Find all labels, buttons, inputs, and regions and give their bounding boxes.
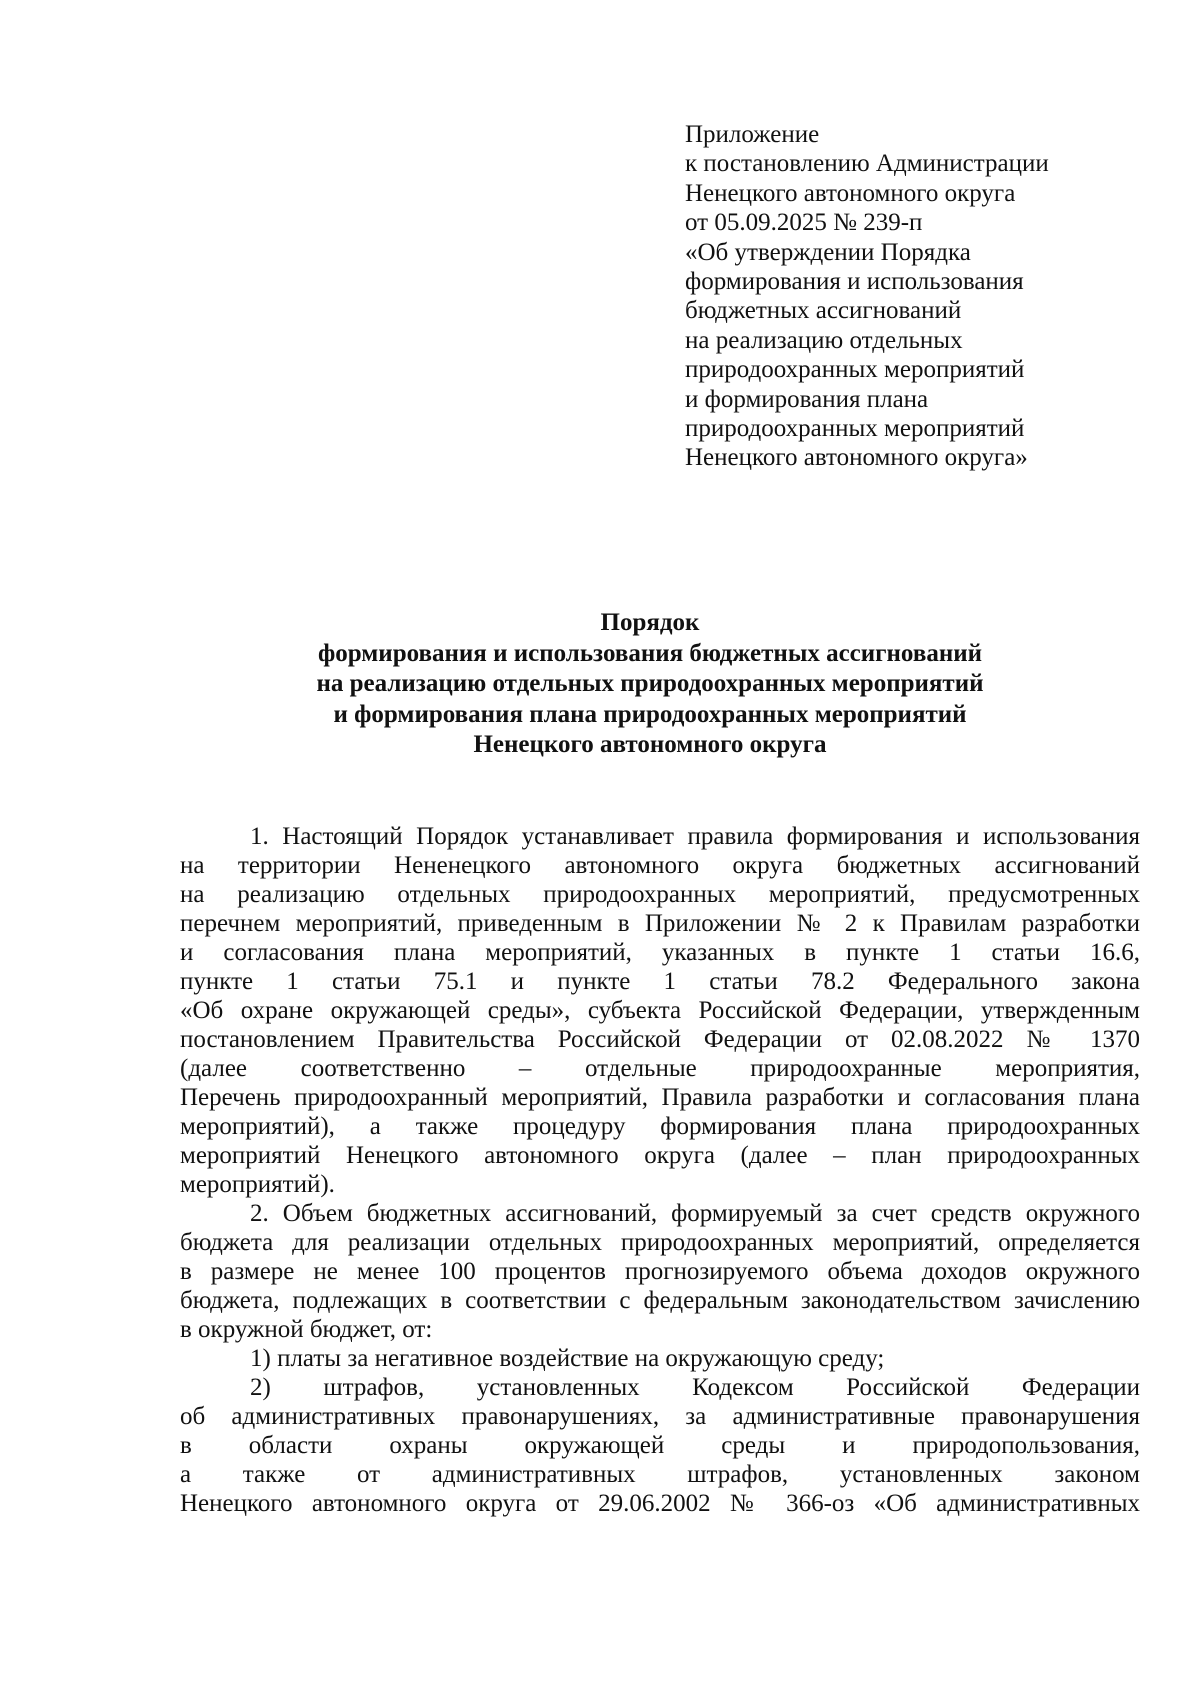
body-line: постановлением Правительства Российской Федерации от 02.08.2022 № 1370 — [180, 1026, 1140, 1053]
appendix-line: к постановлению Администрации — [685, 150, 1049, 178]
title-line: Ненецкого автономного округа — [473, 731, 827, 758]
document-title — [180, 608, 1120, 761]
title-line: формирования и использования бюджетных ассигнований — [317, 639, 983, 667]
body-line: в окружной бюджет, от: — [180, 1316, 433, 1343]
body-line: мероприятий). — [180, 1171, 335, 1198]
body-line: 1. Настоящий Порядок устанавливает правила формирования и использования — [250, 823, 1140, 850]
body-line: об административных правонарушениях, за административные правонарушения — [180, 1403, 1140, 1430]
body-line: Ненецкого автономного округа от 29.06.2002 № 366-оз «Об административных — [180, 1490, 1140, 1517]
body-line: на территории Нененецкого автономного округа бюджетных ассигнований — [180, 852, 1140, 879]
appendix-line: на реализацию отдельных — [685, 326, 963, 354]
appendix-header — [685, 120, 1165, 473]
appendix-line: и формирования плана — [685, 385, 929, 413]
body-line: а также от административных штрафов, установленных законом — [180, 1461, 1140, 1488]
body-line: 2) штрафов, установленных Кодексом Российской Федерации — [250, 1374, 1140, 1401]
appendix-line: Приложение — [685, 121, 820, 148]
body-line: мероприятий), а также процедуру формирования плана природоохранных — [180, 1113, 1140, 1140]
body-line: перечнем мероприятий, приведенным в Приложении № 2 к Правилам разработки — [180, 910, 1140, 937]
body-line: бюджета, подлежащих в соответствии с федеральным законодательством зачислению — [180, 1287, 1140, 1314]
body-line: бюджета для реализации отдельных природоохранных мероприятий, определяется — [180, 1229, 1140, 1256]
appendix-line: бюджетных ассигнований — [685, 297, 962, 325]
appendix-line: Ненецкого автономного округа» — [685, 444, 1028, 472]
body-line: в размере не менее 100 процентов прогнозируемого объема доходов окружного — [180, 1258, 1140, 1285]
body-line: мероприятий Ненецкого автономного округа (далее – план природоохранных — [180, 1142, 1140, 1169]
document-body — [180, 822, 1140, 1518]
appendix-line: «Об утверждении Порядка — [685, 238, 971, 266]
appendix-line: формирования и использования — [685, 268, 1024, 296]
appendix-line: от 05.09.2025 № 239-п — [685, 209, 923, 237]
title-line: и формирования плана природоохранных мероприятий — [333, 700, 967, 728]
body-line: пункте 1 статьи 75.1 и пункте 1 статьи 78.2 Федерального закона — [180, 968, 1140, 995]
appendix-line: Ненецкого автономного округа — [685, 179, 1016, 207]
appendix-line: природоохранных мероприятий — [685, 356, 1025, 384]
body-line: Перечень природоохранный мероприятий, Правила разработки и согласования плана — [180, 1084, 1140, 1111]
body-line: «Об охране окружающей среды», субъекта Российской Федерации, утвержденным — [180, 997, 1140, 1024]
title-line: на реализацию отдельных природоохранных мероприятий — [316, 670, 984, 697]
body-line: на реализацию отдельных природоохранных мероприятий, предусмотренных — [180, 881, 1140, 908]
body-line: 2. Объем бюджетных ассигнований, формируемый за счет средств окружного — [250, 1200, 1140, 1227]
body-line: в области охраны окружающей среды и природопользования, — [180, 1432, 1140, 1459]
appendix-line: природоохранных мероприятий — [685, 415, 1025, 443]
body-line: 1) платы за негативное воздействие на окружающую среду; — [250, 1345, 885, 1372]
body-line: (далее соответственно – отдельные природоохранные мероприятия, — [180, 1055, 1140, 1082]
body-line: и согласования плана мероприятий, указанных в пункте 1 статьи 16.6, — [180, 939, 1140, 966]
title-line: Порядок — [600, 609, 700, 636]
